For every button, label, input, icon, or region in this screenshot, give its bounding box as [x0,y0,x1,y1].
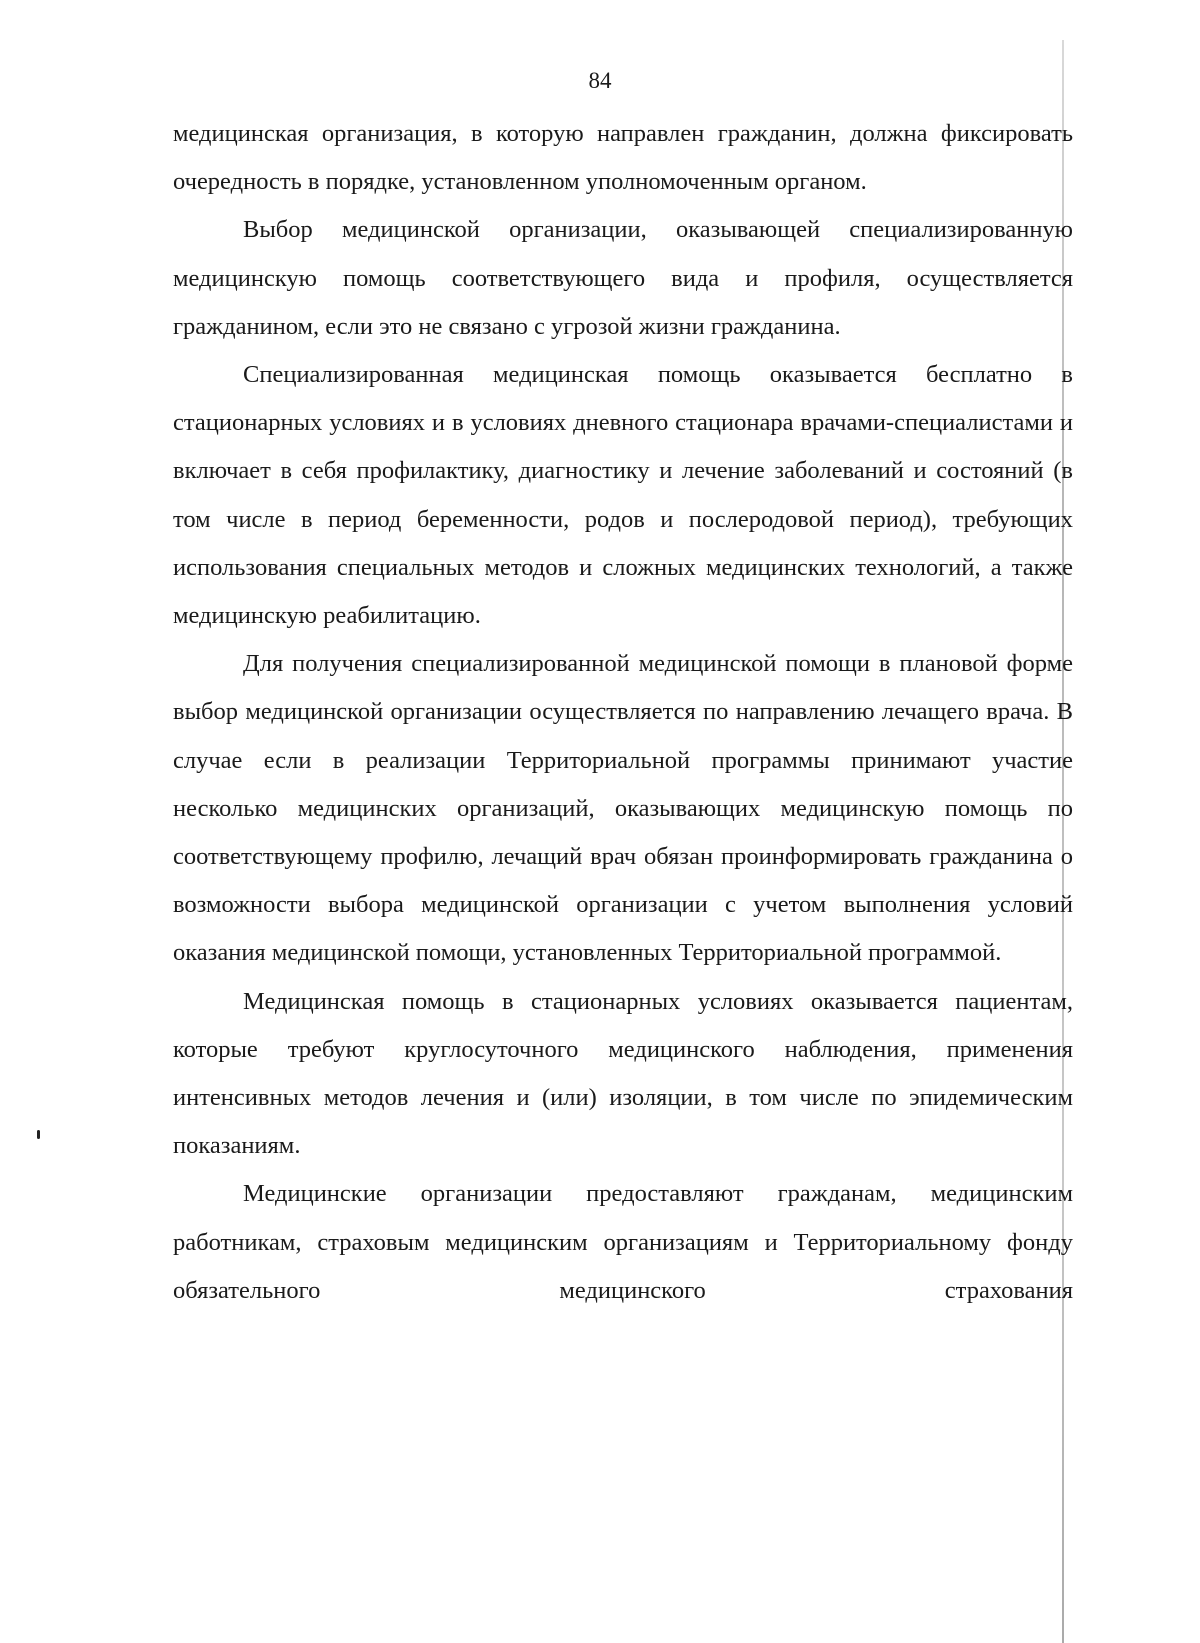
paragraph-continuation: медицинская организация, в которую направлен гражданин, должна фиксировать очередность в порядке, установленном уполномоченным органом. [173,120,1073,196]
paragraph: Для получения специализированной медицинской помощи в плановой форме выбор медицинской организации осуществляется по направлению лечащего врача. В случае если в реализации Территориальной программы принимают участие несколько медицинских организаций, оказывающих медицинскую помощь по соответствующему профилю, лечащий врач обязан проинформировать гражданина о возможности выбора медицинской организации с учетом выполнения условий оказания медицинской помощи, установленных Территориальной программой. [173,650,1073,967]
body-text [173,110,1073,1315]
paragraph: Медицинские организации предоставляют гражданам, медицинским работникам, страховым медицинским организациям и Территориальному фонду обязательного медицинского страхования [173,1180,1073,1304]
page-number: 84 [588,68,612,93]
paragraph: Медицинская помощь в стационарных условиях оказывается пациентам, которые требуют круглосуточного медицинского наблюдения, применения интенсивных методов лечения и (или) изоляции, в том числе по эпидемическим показаниям. [173,987,1073,1160]
scan-speck [37,1130,40,1139]
paragraph: Выбор медицинской организации, оказывающей специализированную медицинскую помощь соответствующего вида и профиля, осуществляется гражданином, если это не связано с угрозой жизни гражданина. [173,216,1073,340]
paragraph: Специализированная медицинская помощь оказывается бесплатно в стационарных условиях и в условиях дневного стационара врачами-специалистами и включает в себя профилактику, диагностику и лечение заболеваний и состояний (в том числе в период беременности, родов и послеродовой период), требующих использования специальных методов и сложных медицинских технологий, а также медицинскую реабилитацию. [173,361,1073,630]
